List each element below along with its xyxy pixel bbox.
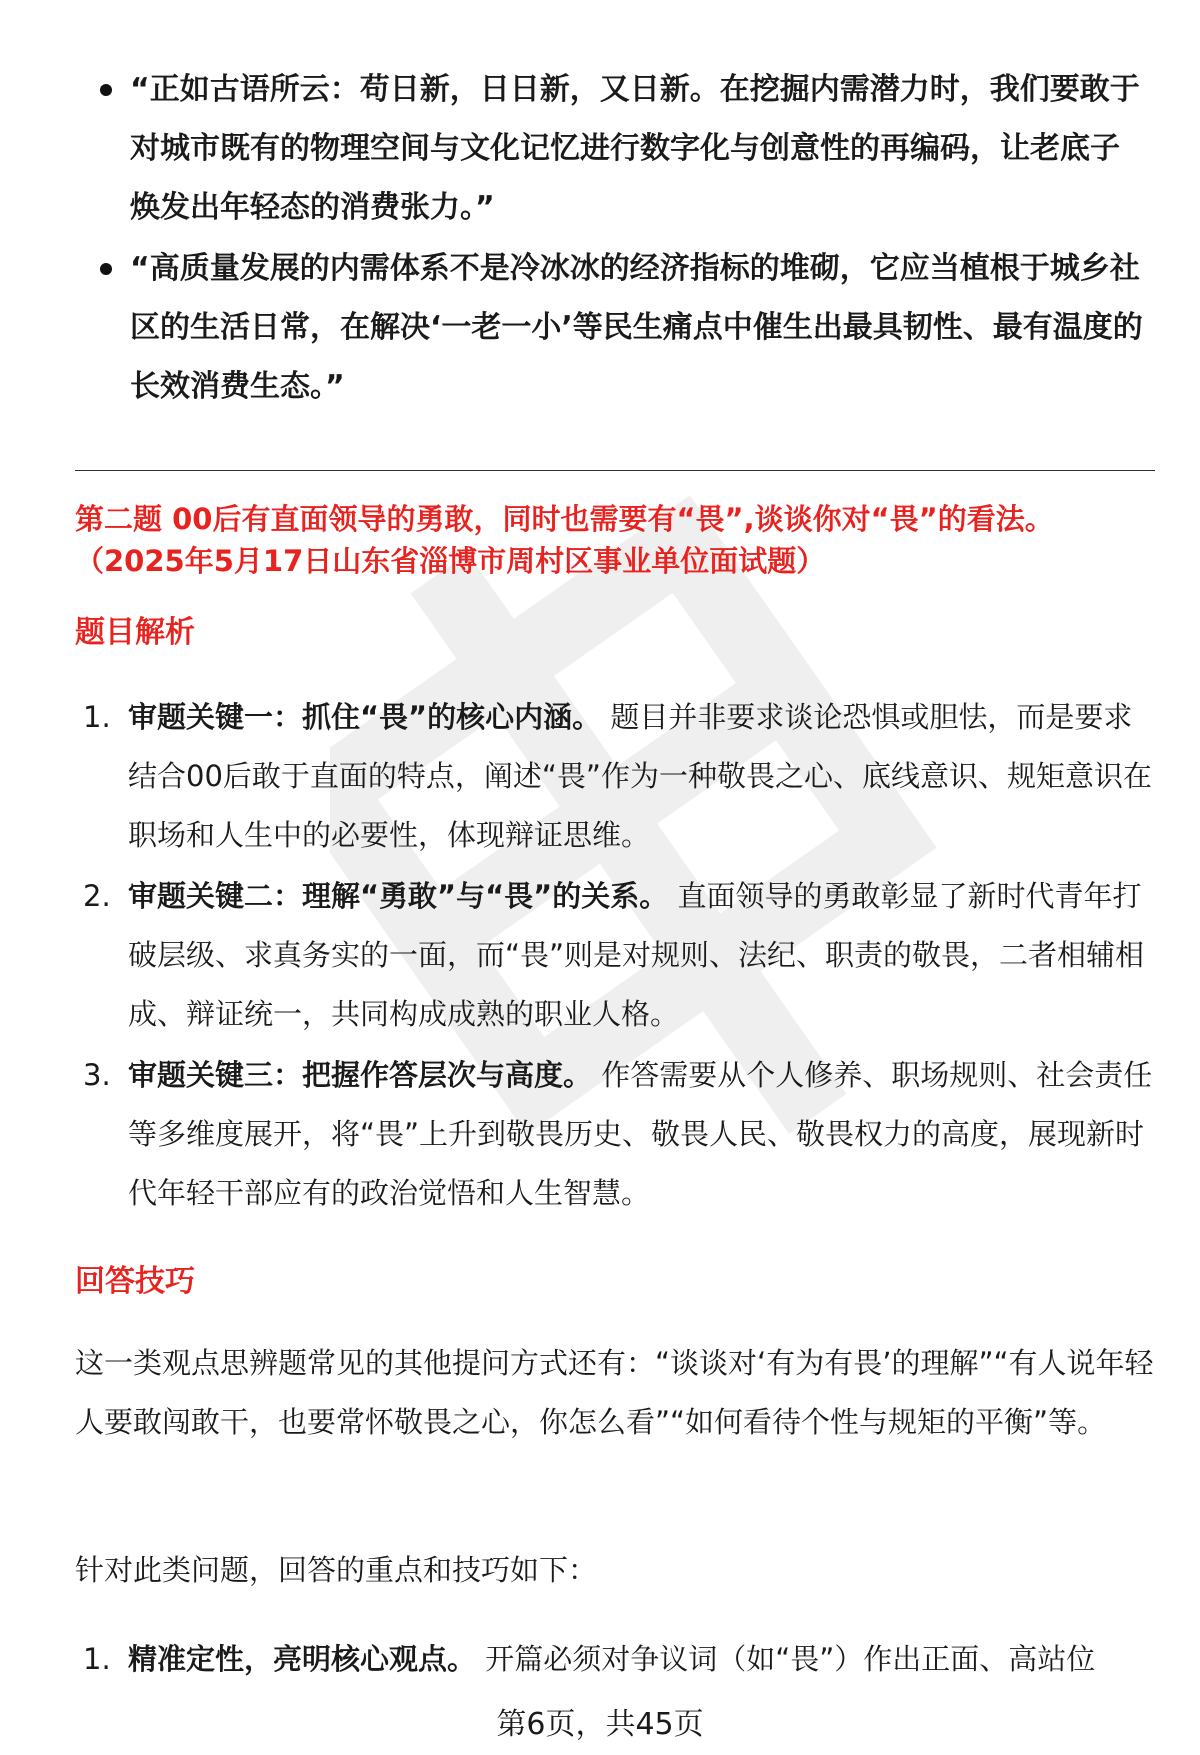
list-number: 1. [83,700,111,734]
item-key-point: 审题关键一：抓住“畏”的核心内涵。 [128,700,602,734]
item-body: 作答需要从个人修养、职场规则、社会责任等多维度展开，将“畏”上升到敬畏历史、敬畏人民、敬畏权力的高度，展现新时代年轻干部应有的政治觉悟和人生智慧。 [128,1058,1153,1210]
item-body: 题目并非要求谈论恐惧或胆怯，而是要求结合00后敢于直面的特点，阐述“畏”作为一种敬畏之心、底线意识、规矩意识在职场和人生中的必要性，体现辩证思维。 [128,700,1152,852]
bullet-dot-icon [100,84,112,96]
quote-bullet-item [100,60,1145,237]
tips-list-item [75,1630,1155,1689]
bullet-dot-icon [100,263,112,275]
quote-text: “高质量发展的内需体系不是冷冰冰的经济指标的堆砌，它应当植根于城乡社区的生活日常，在解决‘一老一小’等民生痛点中催生出最具韧性、最有温度的长效消费生态。” [130,251,1143,404]
list-number: 3. [83,1058,111,1092]
page-number-footer: 第6页，共45页 [496,1707,704,1742]
quote-bullet-list [100,60,1145,418]
item-body: 开篇必须对争议词（如“畏”）作出正面、高站位 [476,1642,1096,1676]
analysis-list-item [75,867,1155,1044]
item-key-point: 审题关键二：理解“勇敢”与“畏”的关系。 [128,879,669,913]
analysis-list [75,688,1155,1225]
tips-heading: 回答技巧 [75,1264,195,1299]
section-divider [75,470,1155,471]
tips-list [75,1630,1155,1691]
list-number: 1. [83,1642,111,1676]
quote-text: “正如古语所云：苟日新，日日新，又日新。在挖掘内需潜力时，我们要敢于对城市既有的物理空间与文化记忆进行数字化与创意性的再编码，让老底子焕发出年轻态的消费张力。” [130,72,1140,225]
item-body: 直面领导的勇敢彰显了新时代青年打破层级、求真务实的一面，而“畏”则是对规则、法纪、职责的敬畏，二者相辅相成、辩证统一，共同构成成熟的职业人格。 [128,879,1145,1031]
item-key-point: 精准定性，亮明核心观点。 [128,1642,477,1676]
list-number: 2. [83,879,111,913]
analysis-list-item [75,1046,1155,1223]
tips-intro: 这一类观点思辨题常见的其他提问方式还有：“谈谈对‘有为有畏’的理解”“有人说年轻人要敢闯敢干，也要常怀敬畏之心，你怎么看”“如何看待个性与规矩的平衡”等。 [75,1346,1154,1439]
quote-bullet-item [100,239,1145,416]
analysis-heading: 题目解析 [75,615,195,650]
tips-lead: 针对此类问题，回答的重点和技巧如下： [75,1553,598,1587]
analysis-list-item [75,688,1155,865]
item-key-point: 审题关键三：把握作答层次与高度。 [128,1058,593,1092]
question-source: （2025年5月17日山东省淄博市周村区事业单位面试题） [75,544,826,578]
question-title-text: 第二题 00后有直面领导的勇敢，同时也需要有“畏”,谈谈你对“畏”的看法。 [75,502,1054,536]
question-title [75,498,1165,582]
